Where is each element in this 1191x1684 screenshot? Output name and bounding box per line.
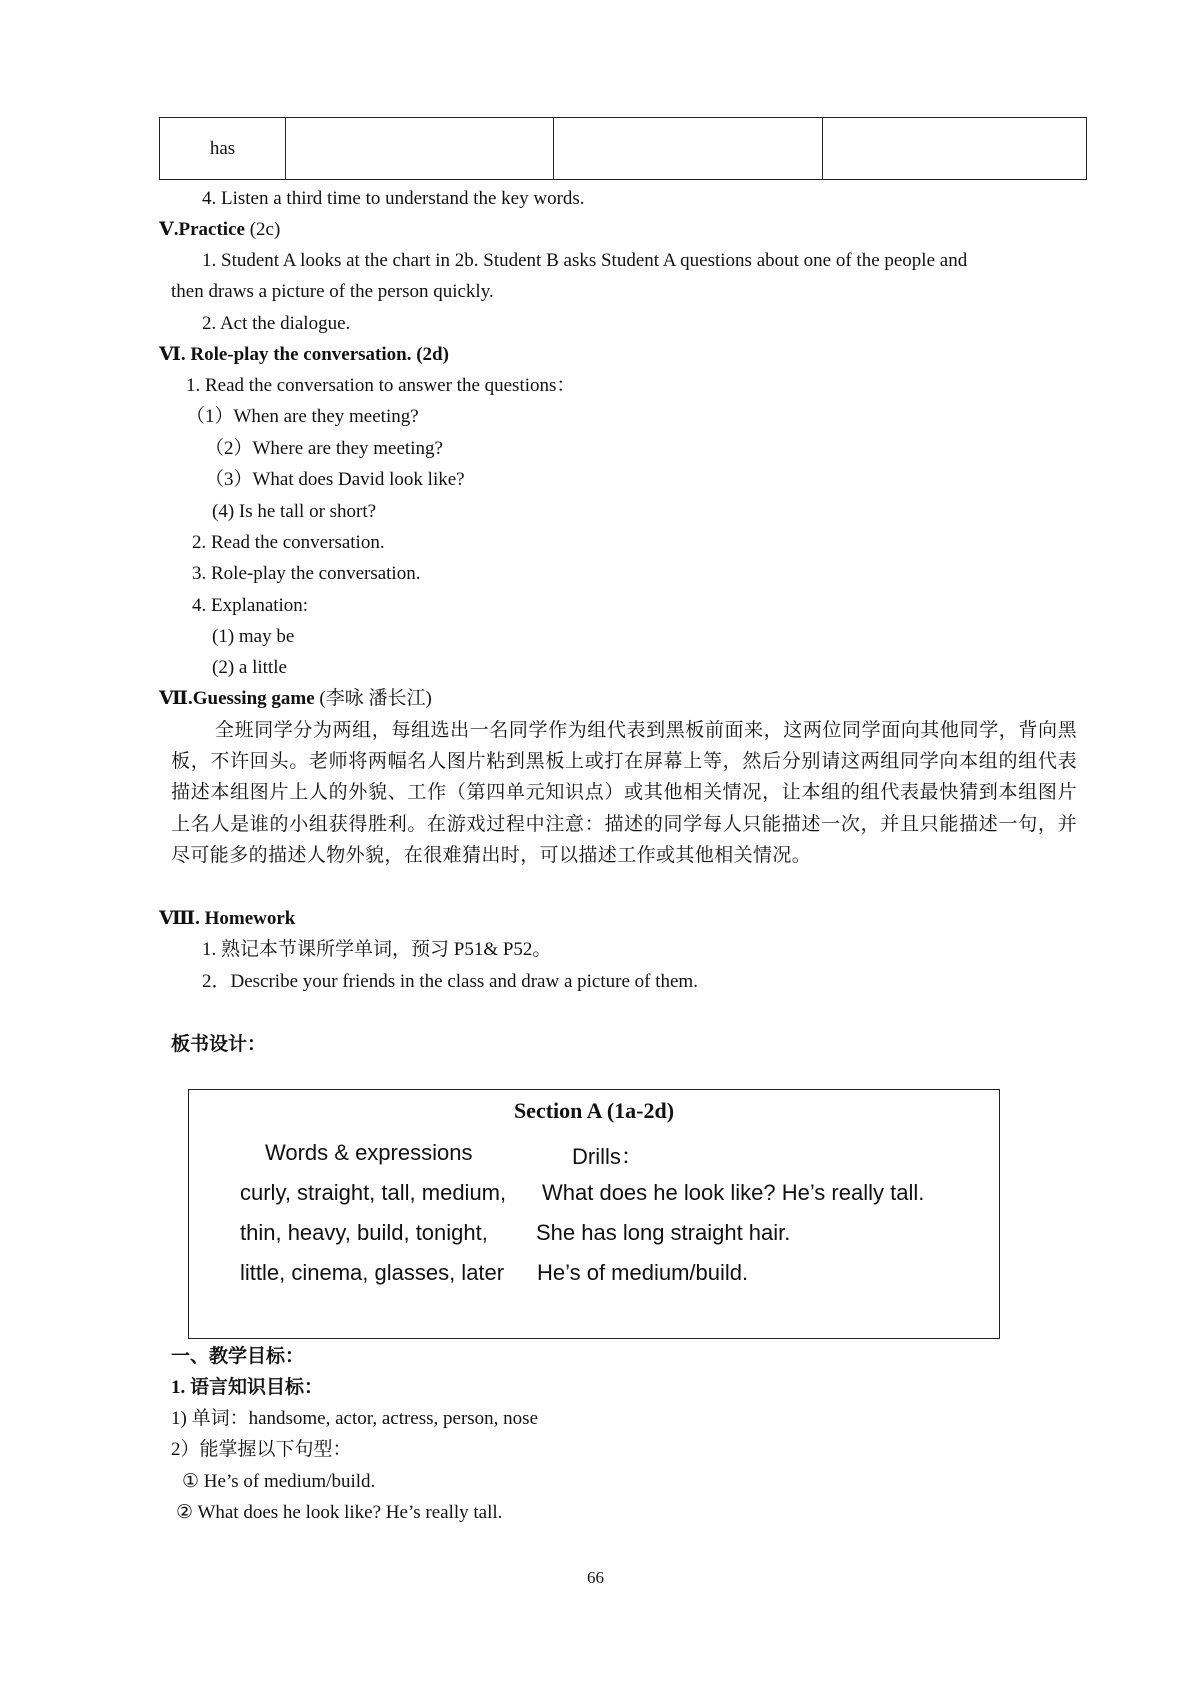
guessing-heading <box>159 686 432 712</box>
homework-heading: Ⅷ. Homework <box>159 908 296 929</box>
practice-item-1-line-2: then draws a picture of the person quickly. <box>171 281 494 302</box>
objectives-words: 1) 单词：handsome, actor, actress, person, nose <box>171 1408 539 1429</box>
board-right-header: Drills： <box>572 1144 643 1169</box>
section-title: Guessing game <box>192 688 315 709</box>
section-title: Practice <box>178 219 245 240</box>
roleplay-item-1: 1. Read the conversation to answer the questions： <box>186 375 576 396</box>
roleplay-item-2: 2. Read the conversation. <box>192 532 385 553</box>
board-drill-line: He’s of medium/build. <box>537 1260 749 1285</box>
objectives-patterns: 2）能掌握以下句型： <box>171 1439 352 1460</box>
listen-step-4: 4. Listen a third time to understand the key words. <box>202 188 585 209</box>
section-ref: (2c) <box>244 219 281 240</box>
homework-item-1: 1. 熟记本节课所学单词，预习 P51& P52。 <box>202 939 552 960</box>
table-cell <box>286 118 554 180</box>
section-authors: (李咏 潘长江) <box>314 688 432 709</box>
question-3: （3）What does David look like? <box>205 469 465 490</box>
practice-heading <box>159 217 280 243</box>
pattern-1: ① He’s of medium/build. <box>182 1471 376 1492</box>
blackboard-design-box <box>188 1089 1000 1339</box>
question-2: （2）Where are they meeting? <box>205 438 443 459</box>
explanation-2: (2) a little <box>212 657 287 678</box>
pattern-2: ② What does he look like? He’s really tall. <box>176 1502 503 1523</box>
board-drill-line: What does he look like? He’s really tall. <box>542 1180 925 1205</box>
guessing-description: 全班同学分为两组，每组选出一名同学作为组代表到黑板前面来，这两位同学面向其他同学，背向黑板，不许回头。老师将两幅名人图片粘到黑板上或打在屏幕上等，然后分别请这两组同学向本组的组代表描述本组图片上人的外貌、工作（第四单元知识点）或其他相关情况，让本组的组代表最快猜到本组图片上名人是谁的小组获得胜利。在游戏过程中注意：描述的同学每人只能描述一次，并且只能描述一句，并尽可能多的描述人物外貌，在很难猜出时，可以描述工作或其他相关情况。 <box>171 720 1077 866</box>
board-word-line: thin, heavy, build, tonight, <box>240 1220 488 1245</box>
vocabulary-table <box>159 117 1087 180</box>
table-cell <box>823 118 1087 180</box>
table-cell: has <box>160 118 286 180</box>
table-row <box>160 118 1087 180</box>
board-title: Section A (1a-2d) <box>513 1098 675 1123</box>
page-number: 66 <box>587 1568 604 1587</box>
section-number: Ⅶ. <box>159 688 193 709</box>
board-left-header: Words & expressions <box>265 1140 473 1165</box>
homework-item-2: 2．Describe your friends in the class and draw a picture of them. <box>202 971 698 992</box>
board-drill-line: She has long straight hair. <box>536 1220 791 1245</box>
board-word-line: little, cinema, glasses, later <box>240 1260 505 1285</box>
question-4: (4) Is he tall or short? <box>212 501 377 522</box>
table-cell <box>554 118 823 180</box>
objectives-heading: 一、教学目标： <box>171 1346 305 1367</box>
practice-item-1-line-1: 1. Student A looks at the chart in 2b. Student B asks Student A questions about one of the people and <box>202 250 968 271</box>
question-1: （1）When are they meeting? <box>186 406 419 427</box>
board-design-label: 板书设计： <box>171 1034 267 1055</box>
board-word-line: curly, straight, tall, medium, <box>240 1180 507 1205</box>
roleplay-item-3: 3. Role-play the conversation. <box>192 563 421 584</box>
objectives-sub-1: 1. 语言知识目标： <box>171 1377 324 1398</box>
roleplay-item-4: 4. Explanation: <box>192 595 309 616</box>
roleplay-heading: Ⅵ. Role-play the conversation. (2d) <box>159 344 449 365</box>
explanation-1: (1) may be <box>212 626 295 647</box>
section-number: Ⅴ. <box>159 219 179 240</box>
practice-item-2: 2. Act the dialogue. <box>202 313 351 334</box>
